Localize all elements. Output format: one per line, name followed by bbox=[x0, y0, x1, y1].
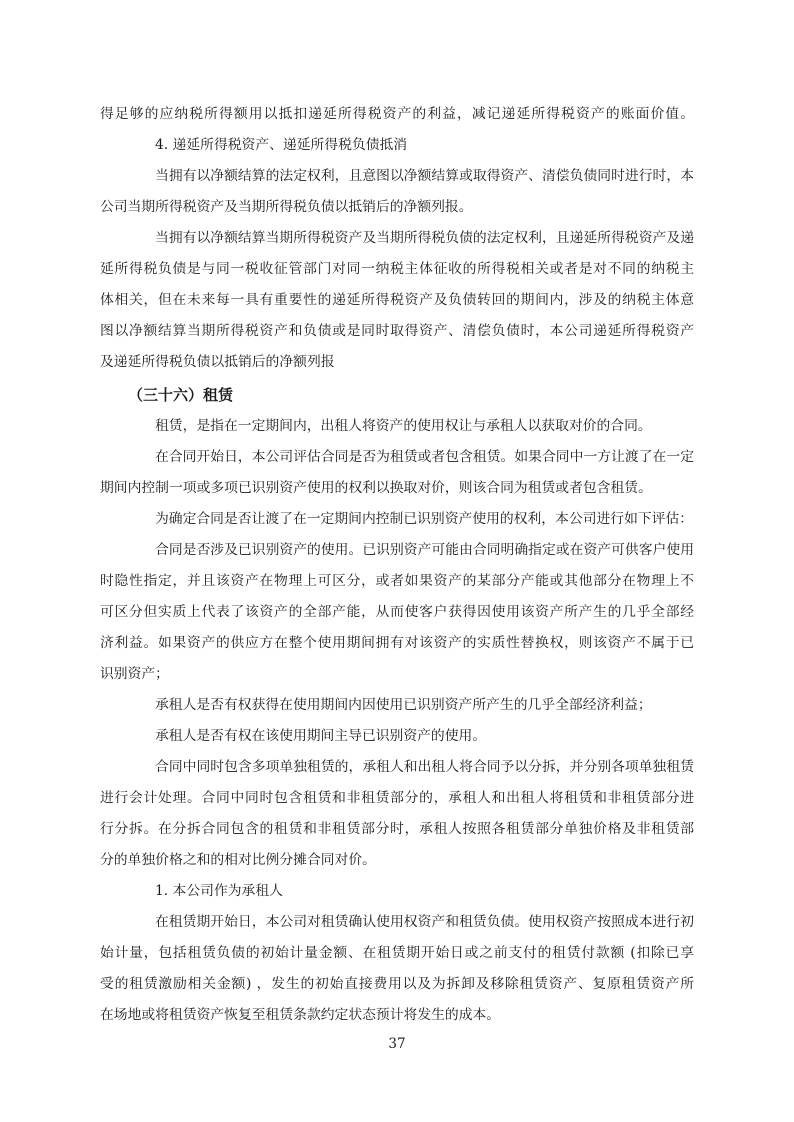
text-line: 合同是否涉及已识别资产的使用。已识别资产可能由合同明确指定或在资产可供客户使用 bbox=[155, 542, 694, 558]
text-line: 公司当期所得税资产及当期所得税负债以抵销后的净额列报。 bbox=[100, 199, 473, 215]
text-line: 承租人是否有权获得在使用期间内因使用已识别资产所产生的几乎全部经济利益； bbox=[155, 697, 652, 713]
text-line: 行分拆。在分拆合同包含的租赁和非租赁部分时，承租人按照各租赁部分单独价格及非租赁部 bbox=[100, 821, 694, 837]
text-block bbox=[100, 99, 694, 1031]
page-number: 37 bbox=[388, 1036, 406, 1052]
text-line: 在租赁期开始日，本公司对租赁确认使用权资产和租赁负债。使用权资产按照成本进行初 bbox=[155, 914, 694, 930]
text-line: 在合同开始日，本公司评估合同是否为租赁或者包含租赁。如果合同中一方让渡了在一定 bbox=[155, 449, 694, 465]
text-line: 在场地或将租赁资产恢复至租赁条款约定状态预计将发生的成本。 bbox=[100, 1007, 501, 1023]
numbered-item-1-heading: 1. 本公司作为承租人 bbox=[155, 883, 283, 899]
text-line: 当拥有以净额结算的法定权利，且意图以净额结算或取得资产、清偿负债同时进行时，本 bbox=[155, 168, 694, 184]
text-line: 租赁，是指在一定期间内，出租人将资产的使用权让与承租人以获取对价的合同。 bbox=[155, 418, 652, 434]
text-line: 图以净额结算当期所得税资产和负债或是同时取得资产、清偿负债时，本公司递延所得税资产 bbox=[100, 323, 694, 339]
text-line: 合同中同时包含多项单独租赁的，承租人和出租人将合同予以分拆，并分别各项单独租赁 bbox=[155, 759, 694, 775]
text-line: 始计量，包括租赁负债的初始计量金额、在租赁期开始日或之前支付的租赁付款额 (扣除已享 bbox=[100, 945, 694, 961]
text-line: 为确定合同是否让渡了在一定期间内控制已识别资产使用的权利，本公司进行如下评估： bbox=[155, 511, 694, 527]
text-line: 期间内控制一项或多项已识别资产使用的权利以换取对价，则该合同为租赁或者包含租赁。 bbox=[100, 480, 652, 496]
numbered-item-4-heading: 4. 递延所得税资产、递延所得税负债抵消 bbox=[155, 137, 408, 153]
section-36-lease-heading: （三十六）租赁 bbox=[128, 386, 234, 404]
text-line: 进行会计处理。合同中同时包含租赁和非租赁部分的，承租人和出租人将租赁和非租赁部分进 bbox=[100, 790, 694, 806]
text-line: 时隐性指定，并且该资产在物理上可区分，或者如果资产的某部分产能或其他部分在物理上不 bbox=[100, 573, 694, 589]
text-line: 当拥有以净额结算当期所得税资产及当期所得税负债的法定权利，且递延所得税资产及递 bbox=[155, 230, 694, 246]
text-line: 受的租赁激励相关金额) ，发生的初始直接费用以及为拆卸及移除租赁资产、复原租赁资产所 bbox=[100, 976, 694, 992]
text-line: 识别资产； bbox=[100, 666, 169, 682]
text-line: 及递延所得税负债以抵销后的净额列报 bbox=[100, 354, 335, 370]
text-line: 济利益。如果资产的供应方在整个使用期间拥有对该资产的实质性替换权，则该资产不属于已 bbox=[100, 635, 694, 651]
text-line: 得足够的应纳税所得额用以抵扣递延所得税资产的利益，减记递延所得税资产的账面价值。 bbox=[100, 106, 694, 122]
text-line: 体相关，但在未来每一具有重要性的递延所得税资产及负债转回的期间内，涉及的纳税主体意 bbox=[100, 292, 694, 308]
text-line: 可区分但实质上代表了该资产的全部产能，从而使客户获得因使用该资产所产生的几乎全部经 bbox=[100, 604, 694, 620]
text-line: 分的单独价格之和的相对比例分摊合同对价。 bbox=[100, 852, 376, 868]
text-line: 延所得税负债是与同一税收征管部门对同一纳税主体征收的所得税相关或者是对不同的纳税主 bbox=[100, 261, 694, 277]
text-line: 承租人是否有权在该使用期间主导已识别资产的使用。 bbox=[155, 728, 487, 744]
